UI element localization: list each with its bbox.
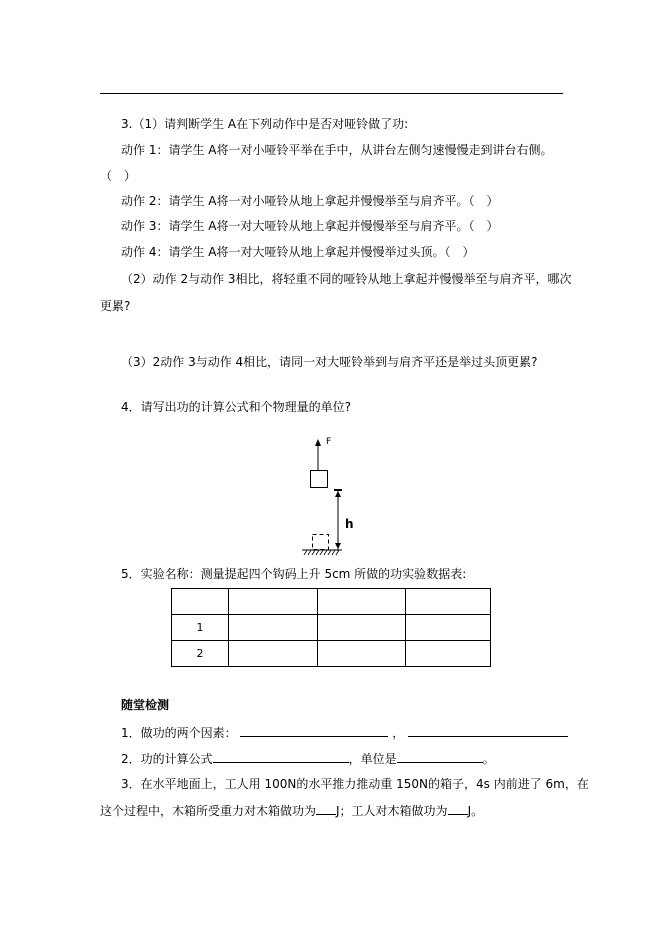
table-cell: 2 xyxy=(172,641,229,667)
table-cell xyxy=(318,589,406,615)
separator: ， xyxy=(392,726,405,740)
height-arrowhead-bottom xyxy=(335,543,341,549)
table-row xyxy=(172,615,491,641)
check-q2 xyxy=(121,750,495,767)
check-q2-mid: ，单位是 xyxy=(348,752,397,766)
table-row xyxy=(172,641,491,667)
q4-title: 4．请写出功的计算公式和个物理量的单位? xyxy=(121,400,352,414)
check-q2-label: 2．功的计算公式 xyxy=(121,752,213,766)
ground-hatch xyxy=(304,550,339,555)
q3-part2-line2: 更累? xyxy=(100,299,131,313)
q3-action4: 动作 4：请学生 A将一对大哑铃从地上拿起并慢慢举过头顶。（ ） xyxy=(121,245,475,259)
table-cell xyxy=(318,615,406,641)
answer-blank[interactable] xyxy=(213,750,349,763)
data-table xyxy=(171,588,491,667)
answer-blank[interactable] xyxy=(397,750,483,763)
answer-blank[interactable] xyxy=(408,724,568,737)
table-cell xyxy=(229,589,318,615)
force-label: F xyxy=(326,437,332,447)
height-label: h xyxy=(345,517,354,531)
q5-title: 5．实验名称：测量提起四个钩码上升 5cm 所做的功实验数据表: xyxy=(121,567,467,581)
q3-action3: 动作 3：请学生 A将一对大哑铃从地上拿起并慢慢举至与肩齐平。（ ） xyxy=(121,219,499,233)
table-cell xyxy=(406,615,491,641)
header-rule xyxy=(100,93,563,94)
initial-box-dashed xyxy=(313,535,329,550)
check-q3-text-c: J。 xyxy=(467,804,484,818)
table-cell xyxy=(172,589,229,615)
height-arrowhead-top xyxy=(335,491,341,497)
table-cell xyxy=(318,641,406,667)
check-heading: 随堂检测 xyxy=(121,698,170,712)
answer-blank[interactable] xyxy=(448,802,468,815)
q3-part2-line1: （2）动作 2与动作 3相比，将轻重不同的哑铃从地上拿起并慢慢举至与肩齐平，哪次 xyxy=(121,272,572,286)
q3-action1: 动作 1：请学生 A将一对小哑铃平举在手中，从讲台左侧匀速慢慢走到讲台右侧。 xyxy=(121,143,553,157)
lifting-figure xyxy=(295,432,365,557)
check-q3-text-b: J；工人对木箱做功为 xyxy=(336,804,448,818)
check-q3-line1: 3．在水平地面上，工人用 100N的水平推力推动重 150N的箱子，4s 内前进了 6m，在 xyxy=(121,777,589,791)
q3-part3: （3）2动作 3与动作 4相比，请同一对大哑铃举到与肩齐平还是举过头顶更累? xyxy=(121,355,538,369)
check-q1 xyxy=(121,724,568,741)
answer-blank[interactable] xyxy=(316,802,336,815)
table-row xyxy=(172,589,491,615)
q3-action2: 动作 2：请学生 A将一对小哑铃从地上拿起并慢慢举至与肩齐平。（ ） xyxy=(121,194,499,208)
check-q3-text-a: 这个过程中，木箱所受重力对木箱做功为 xyxy=(100,804,317,818)
table-cell xyxy=(406,589,491,615)
raised-box xyxy=(311,471,328,488)
check-q2-end: 。 xyxy=(482,752,495,766)
check-q3-line2 xyxy=(100,802,483,819)
q3-action1-paren: （ ） xyxy=(100,169,137,183)
table-cell: 1 xyxy=(172,615,229,641)
table-cell xyxy=(229,615,318,641)
answer-blank[interactable] xyxy=(240,724,388,737)
force-arrowhead xyxy=(315,439,321,446)
q3-title: 3.（1）请判断学生 A在下列动作中是否对哑铃做了功: xyxy=(121,117,409,131)
check-q1-label: 1．做功的两个因素： xyxy=(121,726,237,740)
table-cell xyxy=(229,641,318,667)
table-cell xyxy=(406,641,491,667)
